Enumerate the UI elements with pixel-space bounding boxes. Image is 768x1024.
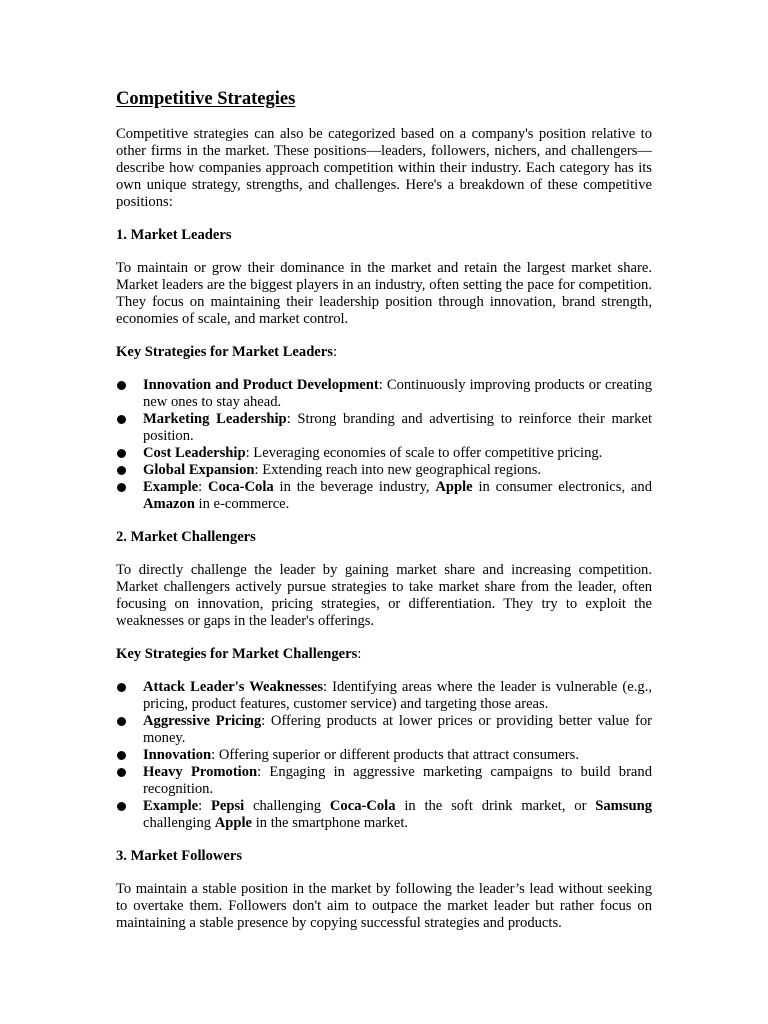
list-item: Global Expansion: Extending reach into new geographical regions.	[116, 462, 652, 479]
section-heading-market-followers: 3. Market Followers	[116, 848, 243, 864]
bullet-dot-icon	[117, 466, 126, 475]
list-item: Innovation: Offering superior or different products that attract consumers.	[116, 747, 652, 764]
list-item: Heavy Promotion: Engaging in aggressive marketing campaigns to build brand recognition.	[116, 764, 652, 798]
list-item-example: Example: Coca-Cola in the beverage industry, Apple in consumer electronics, and Amazon in e-commerce.	[116, 479, 652, 513]
list-item: Attack Leader's Weaknesses: Identifying areas where the leader is vulnerable (e.g., pricing, product features, customer service) and targeting those areas.	[116, 679, 652, 713]
bullet-dot-icon	[117, 483, 126, 492]
bullet-list-leaders	[116, 377, 652, 513]
list-item: Aggressive Pricing: Offering products at lower prices or providing better value for money.	[116, 713, 652, 747]
key-strategies-label-challengers: Key Strategies for Market Challengers:	[116, 646, 362, 662]
bullet-dot-icon	[117, 449, 126, 458]
section-paragraph-market-leaders: To maintain or grow their dominance in the market and retain the largest market share. Market leaders are the biggest players in an industry, often setting the pace for competition. They focus on maintaining their leadership position through innovation, brand strength, economies of scale, and market control.	[116, 260, 652, 327]
bullet-dot-icon	[117, 768, 126, 777]
bullet-dot-icon	[117, 751, 126, 760]
intro-paragraph: Competitive strategies can also be categorized based on a company's position relative to other firms in the market. These positions—leaders, followers, nichers, and challengers—describe how companies approach competition within their industry. Each category has its own unique strategy, strengths, and challenges. Here's a breakdown of these competitive positions:	[116, 126, 652, 210]
bullet-dot-icon	[117, 415, 126, 424]
bullet-dot-icon	[117, 717, 126, 726]
list-item: Cost Leadership: Leveraging economies of scale to offer competitive pricing.	[116, 445, 652, 462]
list-item-example: Example: Pepsi challenging Coca-Cola in the soft drink market, or Samsung challenging Apple in the smartphone market.	[116, 798, 652, 832]
bullet-dot-icon	[117, 683, 126, 692]
section-paragraph-market-followers: To maintain a stable position in the market by following the leader’s lead without seeking to overtake them. Followers don't aim to outpace the market leader but rather focus on maintaining a stable presence by copying successful strategies and products.	[116, 881, 652, 931]
section-heading-market-challengers: 2. Market Challengers	[116, 529, 256, 545]
document-page	[116, 88, 652, 948]
list-item: Marketing Leadership: Strong branding and advertising to reinforce their market position.	[116, 411, 652, 445]
bullet-list-challengers	[116, 679, 652, 832]
document-title: Competitive Strategies	[116, 89, 296, 109]
section-heading-market-leaders: 1. Market Leaders	[116, 227, 232, 243]
bullet-dot-icon	[117, 802, 126, 811]
key-strategies-label-leaders: Key Strategies for Market Leaders:	[116, 344, 338, 360]
section-paragraph-market-challengers: To directly challenge the leader by gaining market share and increasing competition. Market challengers actively pursue strategies to take market share from the leader, often focusing on innovation, pricing strategies, or differentiation. They try to exploit the weaknesses or gaps in the leader's offerings.	[116, 562, 652, 629]
bullet-dot-icon	[117, 381, 126, 390]
list-item: Innovation and Product Development: Continuously improving products or creating new ones to stay ahead.	[116, 377, 652, 411]
